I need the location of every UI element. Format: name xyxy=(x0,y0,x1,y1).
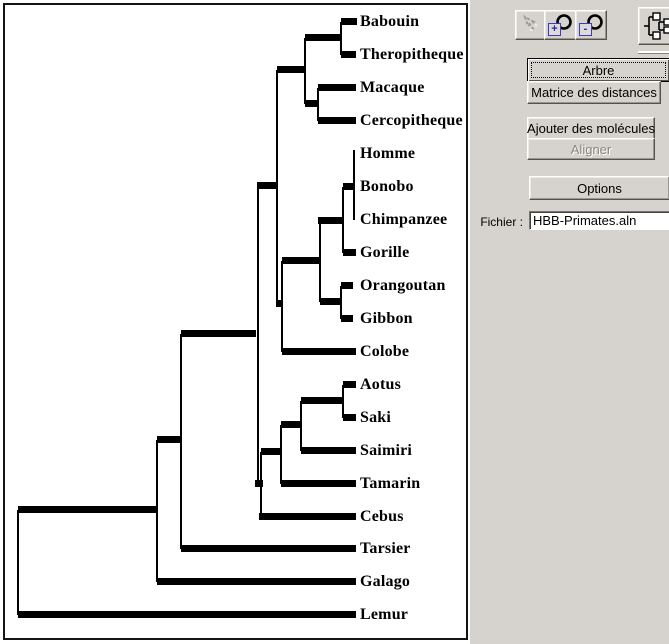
zoom-in-button[interactable] xyxy=(544,10,577,40)
tree-branch xyxy=(318,84,356,91)
hidden-panel-edge xyxy=(638,51,669,54)
taxon-label: Lemur xyxy=(360,606,409,623)
tree-view-button[interactable] xyxy=(638,7,669,45)
taxon-label: Galago xyxy=(360,573,411,590)
options-button[interactable] xyxy=(529,176,669,200)
pan-tool-button xyxy=(515,10,546,40)
tree-branch xyxy=(157,578,356,585)
arbre-button-label: Arbre xyxy=(582,62,615,78)
tree-branch xyxy=(281,421,302,428)
aligner-button-label: Aligner xyxy=(570,141,612,157)
tree-branch xyxy=(281,480,356,487)
tree-node-connector xyxy=(353,150,355,220)
tree-branch xyxy=(341,51,356,58)
tree-node-connector xyxy=(340,286,342,319)
tree-branch xyxy=(341,18,357,25)
tree-branch xyxy=(261,448,282,455)
tree-node-connector xyxy=(304,38,306,104)
tree-branch xyxy=(343,381,356,388)
tree-node-connector xyxy=(280,425,282,484)
tree-node-connector xyxy=(317,88,319,121)
taxon-label: Gibbon xyxy=(360,310,413,327)
arbre-button[interactable] xyxy=(527,58,669,82)
tree-node-connector xyxy=(281,261,283,352)
tree-branch xyxy=(181,545,356,552)
taxon-label: Gorille xyxy=(360,244,410,261)
pan-icon xyxy=(520,14,542,36)
tree-branch xyxy=(18,611,356,618)
taxon-label: Aotus xyxy=(360,376,402,393)
taxon-label: Bonobo xyxy=(360,178,414,195)
tree-branch xyxy=(301,447,356,454)
taxon-label: Colobe xyxy=(360,343,410,360)
taxon-label: Babouin xyxy=(360,13,420,30)
tree-node-connector xyxy=(300,401,302,451)
tree-node-connector xyxy=(17,510,19,615)
tree-branch xyxy=(320,298,342,305)
tree-branch xyxy=(301,397,344,404)
tree-branch xyxy=(343,249,356,256)
tree-branch xyxy=(318,117,356,124)
taxon-label: Cercopitheque xyxy=(360,112,463,129)
tree-branch xyxy=(257,182,278,189)
tree-node-connector xyxy=(342,385,344,418)
zoom-out-button[interactable] xyxy=(575,10,607,40)
tree-branch xyxy=(18,506,158,513)
fichier-label: Fichier : xyxy=(480,215,523,229)
taxon-label: Tamarin xyxy=(360,475,421,492)
taxon-label: Saki xyxy=(360,409,392,426)
aligner-button xyxy=(527,138,655,160)
tree-branch xyxy=(341,315,353,322)
tree-node-connector xyxy=(276,70,278,304)
taxon-label: Cebus xyxy=(360,508,404,525)
tree-node-connector xyxy=(156,440,158,582)
tree-branch xyxy=(277,66,306,73)
taxon-label: Tarsier xyxy=(360,540,411,557)
tree-branch xyxy=(282,257,321,264)
zoom-out-minus-badge: - xyxy=(579,23,592,36)
ajouter-des-molecules-button[interactable] xyxy=(527,117,655,140)
tree-node-connector xyxy=(342,187,344,253)
fichier-input[interactable] xyxy=(529,211,669,230)
matrice-des-distances-button[interactable] xyxy=(527,81,661,104)
matrice-button-label: Matrice des distances xyxy=(531,85,657,100)
tree-node-connector xyxy=(340,22,342,55)
tree-node-connector xyxy=(260,452,262,517)
tree-node-connector xyxy=(180,334,182,549)
dendrogram-icon xyxy=(640,10,669,42)
tree-branch xyxy=(318,217,344,224)
zoom-in-plus-badge: + xyxy=(548,23,561,36)
tree-node-connector xyxy=(257,186,259,484)
taxon-label: Theropitheque xyxy=(360,46,464,63)
tree-node-connector xyxy=(319,221,321,302)
taxon-label: Homme xyxy=(360,145,416,162)
ajouter-button-label: Ajouter des molécules xyxy=(527,121,655,136)
tree-branch xyxy=(341,282,353,289)
taxon-label: Orangoutan xyxy=(360,277,446,294)
options-button-label: Options xyxy=(577,180,622,196)
tree-branch xyxy=(157,436,182,443)
taxon-label: Chimpanzee xyxy=(360,211,448,228)
taxon-label: Macaque xyxy=(360,79,425,96)
tree-branch xyxy=(259,513,356,520)
tree-branch xyxy=(282,348,356,355)
tree-branch xyxy=(343,414,356,421)
tree-branch xyxy=(181,330,256,337)
control-pane xyxy=(470,0,669,644)
taxon-label: Saimiri xyxy=(360,442,413,459)
tree-branch xyxy=(305,34,342,41)
